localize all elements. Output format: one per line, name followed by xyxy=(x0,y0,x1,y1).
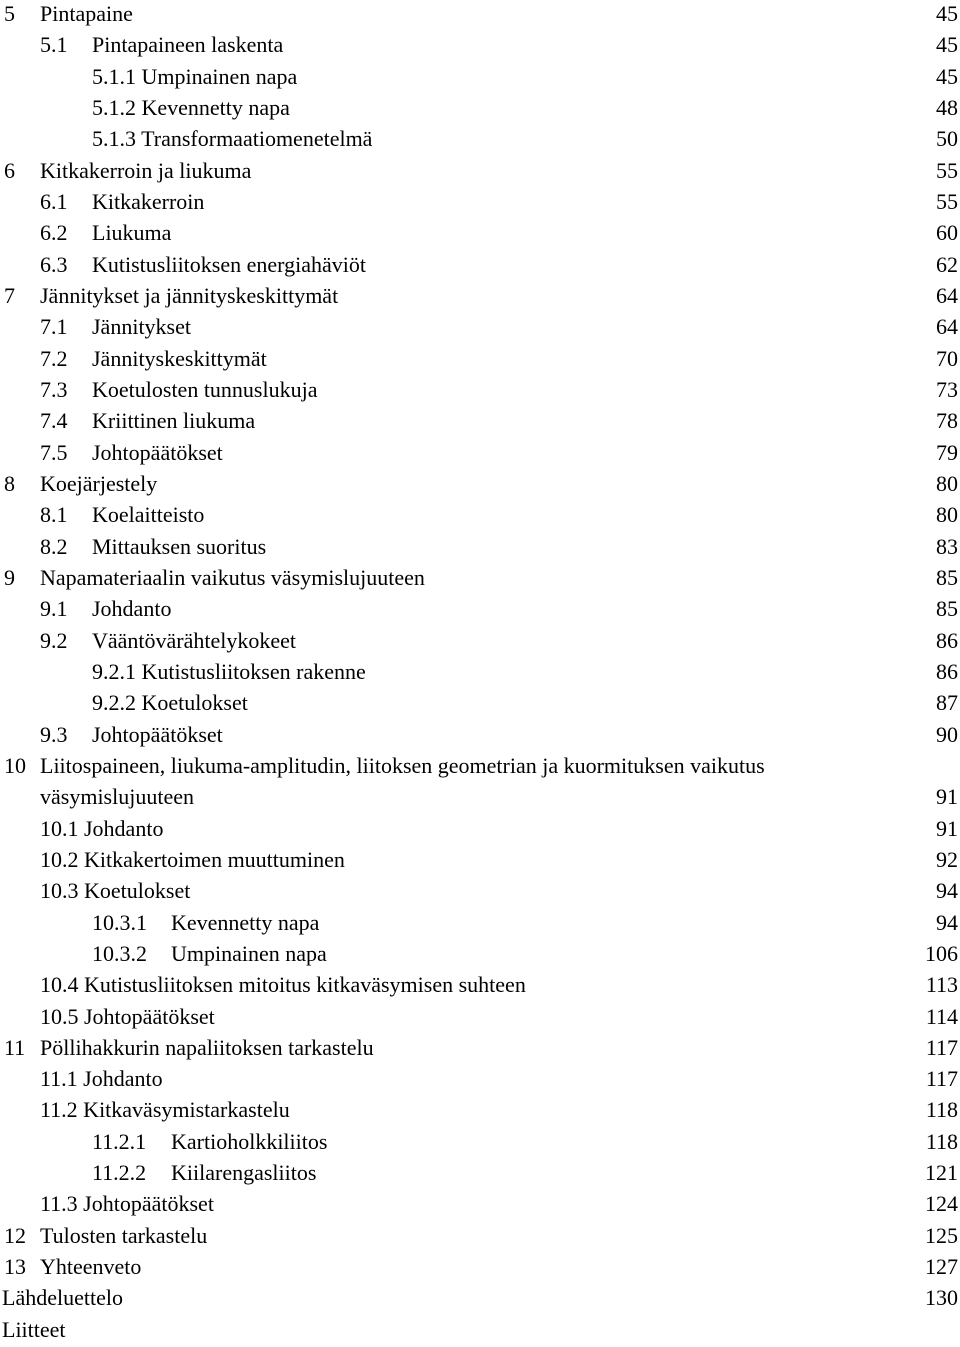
toc-title: 10.4 Kutistusliitoksen mitoitus kitkaväsymisen suhteen . . . xyxy=(40,971,910,999)
toc-page: 106 xyxy=(925,940,958,966)
toc-entry[interactable] xyxy=(0,345,960,376)
toc-number: 7.5 xyxy=(40,439,68,465)
toc-title: 10.2 Kitkakertoimen muuttuminen . . . xyxy=(40,846,920,874)
toc-number: 7.3 xyxy=(40,376,68,402)
toc-page: 118 xyxy=(925,1097,958,1123)
toc-page: 117 xyxy=(925,1066,958,1092)
toc-entry[interactable] xyxy=(0,470,960,501)
toc-entry[interactable] xyxy=(0,219,960,250)
toc-page: 90 xyxy=(936,721,958,747)
toc-title: Kriittinen liukuma . . . xyxy=(92,407,920,435)
toc-number: 9 xyxy=(4,564,15,590)
toc-page: 92 xyxy=(936,846,958,872)
toc-title: Pintapaineen laskenta . . . xyxy=(92,31,920,59)
toc-number: 7.1 xyxy=(40,314,68,340)
toc-title: Liitospaineen, liukuma-amplitudin, liitoksen geometrian ja kuormituksen vaikutus xyxy=(40,752,765,778)
toc-title: Jännitykset . . . xyxy=(92,313,920,341)
toc-title: Tulosten tarkastelu . . . xyxy=(40,1222,910,1250)
toc-number: 6.3 xyxy=(40,251,68,277)
toc-entry[interactable] xyxy=(0,1316,960,1347)
toc-page: 48 xyxy=(936,94,958,120)
toc-number: 6 xyxy=(4,157,15,183)
toc-page: 50 xyxy=(936,126,958,152)
toc-page: 64 xyxy=(936,282,958,308)
toc-page: 55 xyxy=(936,157,958,183)
toc-title: Jännitykset ja jännityskeskittymät . . . xyxy=(40,282,920,310)
toc-number: 7.2 xyxy=(40,345,68,371)
toc-page: 113 xyxy=(925,972,958,998)
toc-number: 5 xyxy=(4,1,15,26)
toc-entry[interactable] xyxy=(0,63,960,94)
toc-number: 5.1 xyxy=(40,32,68,58)
toc-number: 13 xyxy=(4,1254,26,1280)
toc-page: 87 xyxy=(936,690,958,716)
toc-entry[interactable] xyxy=(0,595,960,626)
toc-title: Liukuma . . . xyxy=(92,219,920,247)
toc-title: 9.2.2 Koetulokset . . . xyxy=(92,689,920,717)
toc-entry[interactable] xyxy=(0,627,960,658)
toc-entry[interactable] xyxy=(0,752,960,783)
toc-page: 114 xyxy=(925,1003,958,1029)
toc-entry[interactable] xyxy=(0,721,960,752)
toc-page: 83 xyxy=(936,533,958,559)
toc-number: 6.2 xyxy=(40,220,68,246)
toc-entry[interactable] xyxy=(0,31,960,62)
toc-title: Kitkakerroin . . . xyxy=(92,188,920,216)
toc-title: Napamateriaalin vaikutus väsymislujuuteen . . . xyxy=(40,564,920,592)
toc-page: 78 xyxy=(936,408,958,434)
toc-page: 91 xyxy=(936,784,958,810)
toc-title: 5.1.3 Transformaatiomenetelmä . . . xyxy=(92,125,920,153)
toc-number: 11.2.2 xyxy=(92,1160,147,1186)
toc-number: 7 xyxy=(4,282,15,308)
toc-number: 10.3.1 xyxy=(92,909,147,935)
toc-entry[interactable] xyxy=(0,0,960,31)
toc-entry[interactable] xyxy=(0,1253,960,1284)
toc-page: 45 xyxy=(936,63,958,89)
toc-number: 10.3.2 xyxy=(92,940,147,966)
toc-number: 8.2 xyxy=(40,533,68,559)
toc-entry[interactable] xyxy=(0,376,960,407)
toc-page: 125 xyxy=(925,1222,958,1248)
toc-page: 45 xyxy=(936,32,958,58)
toc-entry[interactable] xyxy=(0,1096,960,1127)
toc-page: 45 xyxy=(936,1,958,26)
toc-number: 8.1 xyxy=(40,502,68,528)
toc-entry[interactable] xyxy=(0,940,960,971)
toc-title: Pintapaine . . . xyxy=(40,0,920,28)
toc-entry[interactable] xyxy=(0,501,960,532)
toc-page: 70 xyxy=(936,345,958,371)
toc-title: Umpinainen napa . . . xyxy=(171,940,910,968)
toc-page: 64 xyxy=(936,314,958,340)
toc-entry[interactable] xyxy=(0,1065,960,1096)
toc-page: 73 xyxy=(936,376,958,402)
toc-title: 11.3 Johtopäätökset . . . xyxy=(40,1190,910,1218)
toc-entry[interactable] xyxy=(0,564,960,595)
toc-title: väsymislujuuteen . . . xyxy=(40,783,920,811)
toc-number: 11.2.1 xyxy=(92,1128,147,1154)
toc-title: 11.2 Kitkaväsymistarkastelu . . . xyxy=(40,1096,910,1124)
toc-page: 86 xyxy=(936,658,958,684)
toc-entry[interactable] xyxy=(0,313,960,344)
toc-title: Kartioholkkiliitos . . . xyxy=(171,1128,910,1156)
toc-page: 85 xyxy=(936,596,958,622)
toc-number: 9.2 xyxy=(40,627,68,653)
toc-title: 10.5 Johtopäätökset . . . xyxy=(40,1003,910,1031)
toc-number: 7.4 xyxy=(40,408,68,434)
toc-title: 10.3 Koetulokset . . . xyxy=(40,877,920,905)
toc-page: 85 xyxy=(936,564,958,590)
toc-title: 5.1.1 Umpinainen napa . . . xyxy=(92,63,920,91)
toc-entry[interactable] xyxy=(0,251,960,282)
toc-title: Mittauksen suoritus . . . xyxy=(92,533,920,561)
toc-page: 124 xyxy=(925,1191,958,1217)
toc-number: 9.3 xyxy=(40,721,68,747)
toc-page: 60 xyxy=(936,220,958,246)
toc-entry[interactable] xyxy=(0,439,960,470)
toc-title: Kiilarengasliitos . . . xyxy=(171,1159,910,1187)
toc-number: 6.1 xyxy=(40,188,68,214)
toc-entry[interactable] xyxy=(0,407,960,438)
toc-page: 127 xyxy=(925,1254,958,1280)
toc-entry[interactable] xyxy=(0,94,960,125)
toc-title: Jännityskeskittymät . . . xyxy=(92,345,920,373)
toc-title: 11.1 Johdanto . . . xyxy=(40,1065,910,1093)
toc-page: 86 xyxy=(936,627,958,653)
toc-entry-continuation[interactable] xyxy=(0,783,960,814)
toc-title: Kitkakerroin ja liukuma . . . xyxy=(40,157,920,185)
toc-title: Lähdeluettelo . . . xyxy=(2,1284,910,1312)
toc-title: 5.1.2 Kevennetty napa . . . xyxy=(92,94,920,122)
toc-page: 79 xyxy=(936,439,958,465)
toc-entry[interactable] xyxy=(0,971,960,1002)
toc-title: Johdanto . . . xyxy=(92,595,920,623)
toc-title: Johtopäätökset . . . xyxy=(92,439,920,467)
toc-number: 11 xyxy=(4,1034,26,1060)
toc-page: 62 xyxy=(936,251,958,277)
toc-entry[interactable] xyxy=(0,877,960,908)
toc-entry[interactable] xyxy=(0,533,960,564)
toc-title: 9.2.1 Kutistusliitoksen rakenne . . . xyxy=(92,658,920,686)
toc-page: 121 xyxy=(925,1160,958,1186)
toc-entry[interactable] xyxy=(0,1159,960,1190)
toc-entry[interactable] xyxy=(0,1128,960,1159)
toc-entry[interactable] xyxy=(0,282,960,313)
toc-entry[interactable] xyxy=(0,1284,960,1315)
toc-page: 91 xyxy=(936,815,958,841)
toc-title: 10.1 Johdanto . . . xyxy=(40,815,920,843)
toc-title: Koejärjestely . . . xyxy=(40,470,920,498)
toc-entry[interactable] xyxy=(0,1034,960,1065)
toc-page: 94 xyxy=(936,909,958,935)
toc-title: Koetulosten tunnuslukuja . . . xyxy=(92,376,920,404)
toc-page: 80 xyxy=(936,502,958,528)
toc-entry[interactable] xyxy=(0,658,960,689)
toc-entry[interactable] xyxy=(0,909,960,940)
toc-title: Pöllihakkurin napaliitoksen tarkastelu . . . xyxy=(40,1034,910,1062)
toc-title: Yhteenveto . . . xyxy=(40,1253,910,1281)
toc-entry[interactable] xyxy=(0,125,960,156)
toc-number: 10 xyxy=(4,752,26,778)
toc-title: Johtopäätökset . . . xyxy=(92,721,920,749)
toc-entry[interactable] xyxy=(0,188,960,219)
toc-number: 12 xyxy=(4,1222,26,1248)
toc-entry[interactable] xyxy=(0,1190,960,1221)
toc-entry[interactable] xyxy=(0,1003,960,1034)
toc-number: 8 xyxy=(4,470,15,496)
toc-title: Liitteet xyxy=(2,1316,66,1342)
toc-title: Kutistusliitoksen energiahäviöt . . . xyxy=(92,251,920,279)
toc-entry[interactable] xyxy=(0,689,960,720)
toc-entry[interactable] xyxy=(0,815,960,846)
toc-number: 9.1 xyxy=(40,596,68,622)
toc-page: 94 xyxy=(936,878,958,904)
toc-page: 117 xyxy=(925,1034,958,1060)
toc-entry[interactable] xyxy=(0,157,960,188)
toc-title: Koelaitteisto . . . xyxy=(92,501,920,529)
toc-page: 55 xyxy=(936,188,958,214)
toc-entry[interactable] xyxy=(0,846,960,877)
toc-entry[interactable] xyxy=(0,1222,960,1253)
toc-page: 130 xyxy=(925,1285,958,1311)
toc-page: 118 xyxy=(925,1128,958,1154)
toc-page: 80 xyxy=(936,470,958,496)
toc-title: Vääntövärähtelykokeet . . . xyxy=(92,627,920,655)
toc-title: Kevennetty napa . . . xyxy=(171,909,920,937)
